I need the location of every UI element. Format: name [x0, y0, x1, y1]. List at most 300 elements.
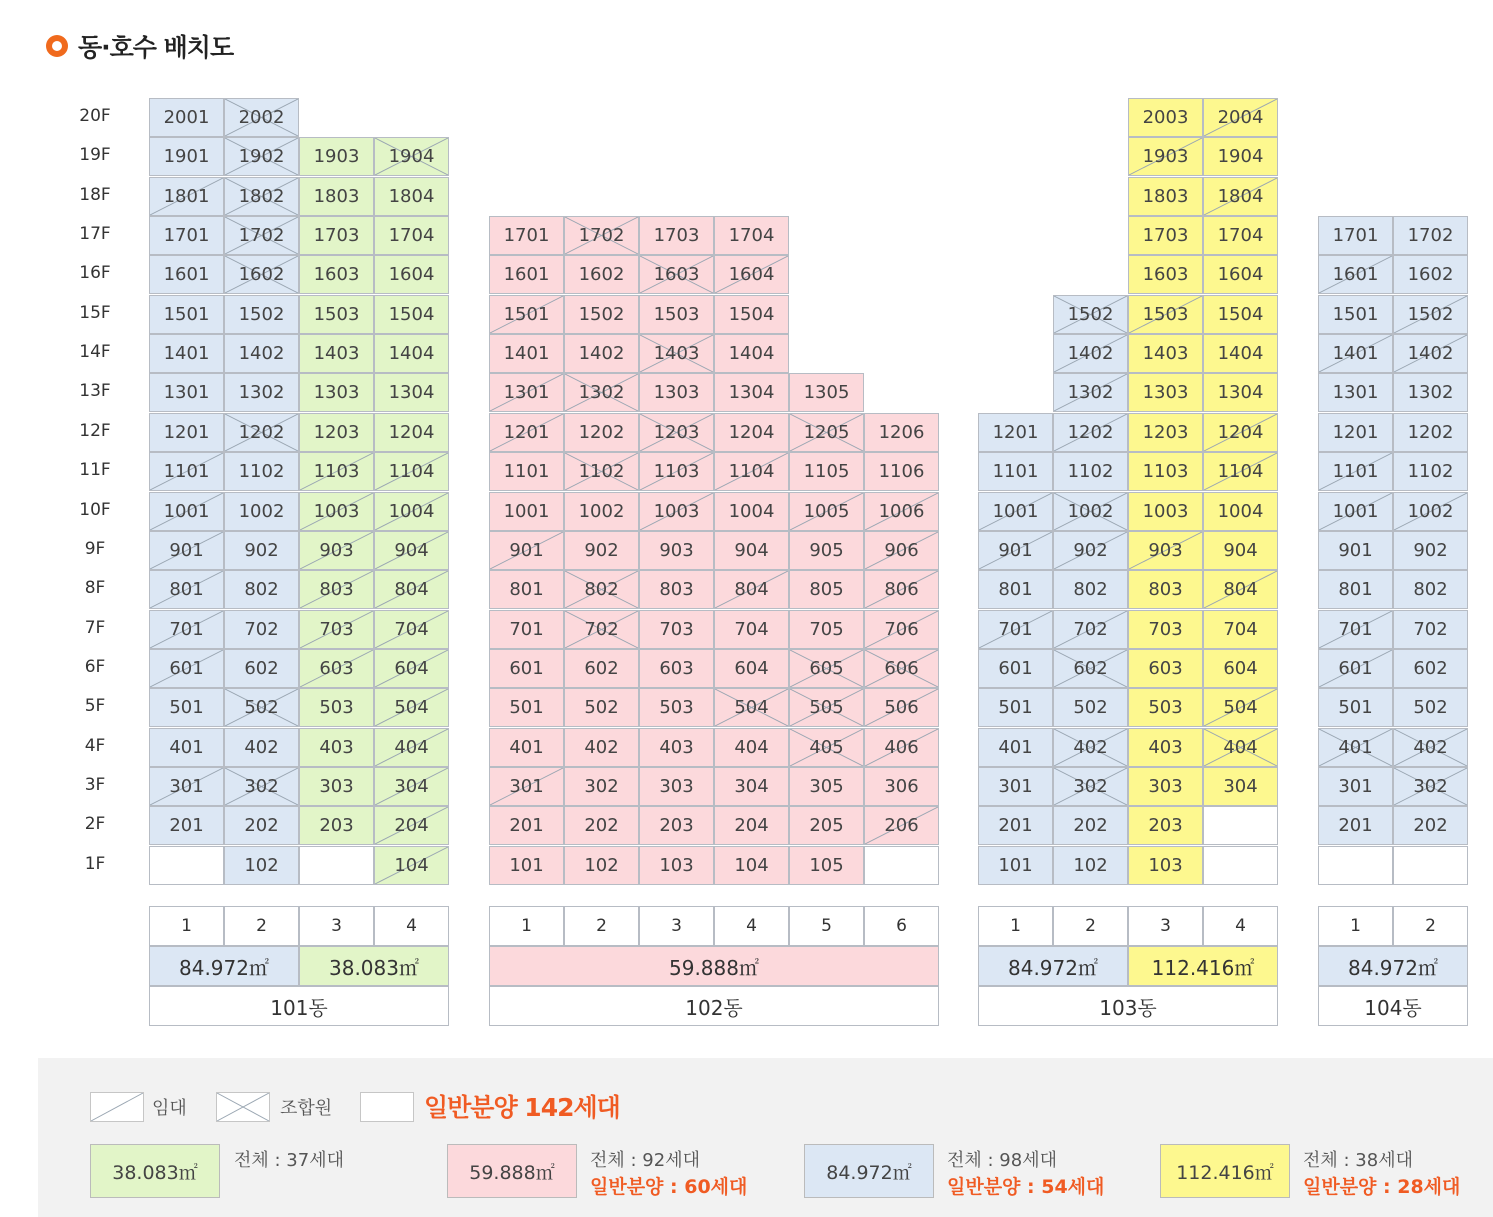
- unit-number: 1402: [238, 343, 285, 365]
- floor-label: 2F: [84, 814, 106, 835]
- unit-102동-1001[interactable]: [489, 492, 564, 531]
- unit-101동-1203[interactable]: [299, 413, 374, 452]
- unit-101동-804[interactable]: [374, 570, 449, 609]
- unit-103동-1004[interactable]: [1203, 492, 1278, 531]
- unit-102동-1604[interactable]: [714, 255, 789, 294]
- unit-102동-505[interactable]: [789, 688, 864, 727]
- unit-number: 801: [169, 579, 204, 601]
- unit-103동-404[interactable]: [1203, 728, 1278, 767]
- unit-103동-1803[interactable]: [1128, 177, 1203, 216]
- line-number-cell: 3: [1128, 906, 1203, 946]
- unit-104동-1502[interactable]: [1393, 295, 1468, 334]
- unit-104동-401[interactable]: [1318, 728, 1393, 767]
- unit-103동-202[interactable]: [1053, 806, 1128, 845]
- unit-101동-403[interactable]: [299, 728, 374, 767]
- area-size-cell: 84.972㎡: [1318, 946, 1468, 986]
- unit-101동-1703[interactable]: [299, 216, 374, 255]
- unit-103동-1504[interactable]: [1203, 295, 1278, 334]
- unit-101동-1102[interactable]: [224, 452, 299, 491]
- unit-101동-1701[interactable]: [149, 216, 224, 255]
- unit-103동-703[interactable]: [1128, 610, 1203, 649]
- unit-104동-902[interactable]: [1393, 531, 1468, 570]
- unit-103동-104[interactable]: [1203, 846, 1278, 885]
- unit-101동-404[interactable]: [374, 728, 449, 767]
- unit-103동-303[interactable]: [1128, 767, 1203, 806]
- unit-103동-1604[interactable]: [1203, 255, 1278, 294]
- unit-102동-601[interactable]: [489, 649, 564, 688]
- unit-101동-304[interactable]: [374, 767, 449, 806]
- unit-101동-1902[interactable]: [224, 137, 299, 176]
- unit-102동-404[interactable]: [714, 728, 789, 767]
- unit-103동-301[interactable]: [978, 767, 1053, 806]
- unit-103동-1403[interactable]: [1128, 334, 1203, 373]
- unit-101동-904[interactable]: [374, 531, 449, 570]
- unit-103동-1603[interactable]: [1128, 255, 1203, 294]
- unit-101동-1803[interactable]: [299, 177, 374, 216]
- unit-104동-701[interactable]: [1318, 610, 1393, 649]
- unit-number: 704: [394, 618, 429, 640]
- unit-101동-1804[interactable]: [374, 177, 449, 216]
- unit-101동-1403[interactable]: [299, 334, 374, 373]
- unit-104동-1501[interactable]: [1318, 295, 1393, 334]
- unit-101동-104[interactable]: [374, 846, 449, 885]
- unit-102동-1503[interactable]: [639, 295, 714, 334]
- unit-number: 505: [809, 697, 844, 719]
- unit-102동-306[interactable]: [864, 767, 939, 806]
- unit-101동-1402[interactable]: [224, 334, 299, 373]
- unit-103동-1904[interactable]: [1203, 137, 1278, 176]
- unit-104동-101[interactable]: [1318, 846, 1393, 885]
- unit-101동-1802[interactable]: [224, 177, 299, 216]
- unit-101동-1601[interactable]: [149, 255, 224, 294]
- unit-104동-102[interactable]: [1393, 846, 1468, 885]
- unit-number: 1602: [578, 264, 625, 286]
- unit-number: 702: [584, 618, 619, 640]
- unit-102동-1303[interactable]: [639, 373, 714, 412]
- unit-102동-102[interactable]: [564, 846, 639, 885]
- unit-number: 1104: [728, 461, 775, 483]
- unit-102동-403[interactable]: [639, 728, 714, 767]
- unit-102동-1002[interactable]: [564, 492, 639, 531]
- unit-103동-803[interactable]: [1128, 570, 1203, 609]
- unit-103동-502[interactable]: [1053, 688, 1128, 727]
- unit-102동-1304[interactable]: [714, 373, 789, 412]
- unit-101동-601[interactable]: [149, 649, 224, 688]
- unit-102동-103[interactable]: [639, 846, 714, 885]
- unit-102동-602[interactable]: [564, 649, 639, 688]
- unit-101동-1503[interactable]: [299, 295, 374, 334]
- unit-102동-802[interactable]: [564, 570, 639, 609]
- unit-103동-1104[interactable]: [1203, 452, 1278, 491]
- unit-101동-1602[interactable]: [224, 255, 299, 294]
- unit-103동-1502[interactable]: [1053, 295, 1128, 334]
- unit-101동-1504[interactable]: [374, 295, 449, 334]
- unit-104동-1602[interactable]: [1393, 255, 1468, 294]
- unit-102동-1404[interactable]: [714, 334, 789, 373]
- unit-102동-1203[interactable]: [639, 413, 714, 452]
- unit-104동-201[interactable]: [1318, 806, 1393, 845]
- unit-103동-501[interactable]: [978, 688, 1053, 727]
- unit-101동-103[interactable]: [299, 846, 374, 885]
- unit-101동-803[interactable]: [299, 570, 374, 609]
- unit-104동-1301[interactable]: [1318, 373, 1393, 412]
- unit-104동-1202[interactable]: [1393, 413, 1468, 452]
- unit-102동-705[interactable]: [789, 610, 864, 649]
- unit-102동-1004[interactable]: [714, 492, 789, 531]
- unit-102동-906[interactable]: [864, 531, 939, 570]
- unit-103동-602[interactable]: [1053, 649, 1128, 688]
- unit-101동-203[interactable]: [299, 806, 374, 845]
- unit-102동-1305[interactable]: [789, 373, 864, 412]
- unit-102동-1205[interactable]: [789, 413, 864, 452]
- unit-103동-201[interactable]: [978, 806, 1053, 845]
- unit-102동-301[interactable]: [489, 767, 564, 806]
- unit-102동-105[interactable]: [789, 846, 864, 885]
- unit-number: 2004: [1217, 107, 1264, 128]
- unit-101동-201[interactable]: [149, 806, 224, 845]
- unit-104동-502[interactable]: [1393, 688, 1468, 727]
- unit-103동-1001[interactable]: [978, 492, 1053, 531]
- unit-103동-503[interactable]: [1128, 688, 1203, 727]
- unit-103동-1202[interactable]: [1053, 413, 1128, 452]
- unit-103동-804[interactable]: [1203, 570, 1278, 609]
- unit-102동-401[interactable]: [489, 728, 564, 767]
- unit-102동-1201[interactable]: [489, 413, 564, 452]
- unit-103동-701[interactable]: [978, 610, 1053, 649]
- unit-103동-2003[interactable]: [1128, 98, 1203, 137]
- unit-101동-902[interactable]: [224, 531, 299, 570]
- unit-102동-905[interactable]: [789, 531, 864, 570]
- unit-102동-1602[interactable]: [564, 255, 639, 294]
- unit-103동-1304[interactable]: [1203, 373, 1278, 412]
- unit-104동-402[interactable]: [1393, 728, 1468, 767]
- unit-102동-1101[interactable]: [489, 452, 564, 491]
- unit-101동-901[interactable]: [149, 531, 224, 570]
- unit-101동-802[interactable]: [224, 570, 299, 609]
- unit-101동-2001[interactable]: [149, 98, 224, 137]
- unit-101동-1004[interactable]: [374, 492, 449, 531]
- unit-101동-1704[interactable]: [374, 216, 449, 255]
- unit-102동-206[interactable]: [864, 806, 939, 845]
- unit-102동-702[interactable]: [564, 610, 639, 649]
- unit-101동-101[interactable]: [149, 846, 224, 885]
- unit-101동-504[interactable]: [374, 688, 449, 727]
- unit-102동-1504[interactable]: [714, 295, 789, 334]
- unit-101동-603[interactable]: [299, 649, 374, 688]
- unit-101동-1302[interactable]: [224, 373, 299, 412]
- unit-101동-1801[interactable]: [149, 177, 224, 216]
- unit-102동-1502[interactable]: [564, 295, 639, 334]
- unit-102동-1401[interactable]: [489, 334, 564, 373]
- unit-103동-401[interactable]: [978, 728, 1053, 767]
- unit-103동-103[interactable]: [1128, 846, 1203, 885]
- unit-101동-1904[interactable]: [374, 137, 449, 176]
- unit-101동-903[interactable]: [299, 531, 374, 570]
- unit-102동-304[interactable]: [714, 767, 789, 806]
- unit-102동-302[interactable]: [564, 767, 639, 806]
- unit-102동-504[interactable]: [714, 688, 789, 727]
- unit-102동-205[interactable]: [789, 806, 864, 845]
- unit-102동-801[interactable]: [489, 570, 564, 609]
- unit-102동-804[interactable]: [714, 570, 789, 609]
- unit-104동-1002[interactable]: [1393, 492, 1468, 531]
- unit-101동-1101[interactable]: [149, 452, 224, 491]
- unit-102동-406[interactable]: [864, 728, 939, 767]
- unit-104동-1401[interactable]: [1318, 334, 1393, 373]
- unit-103동-1101[interactable]: [978, 452, 1053, 491]
- unit-104동-1102[interactable]: [1393, 452, 1468, 491]
- unit-101동-204[interactable]: [374, 806, 449, 845]
- unit-102동-501[interactable]: [489, 688, 564, 727]
- unit-102동-704[interactable]: [714, 610, 789, 649]
- unit-103동-603[interactable]: [1128, 649, 1203, 688]
- unit-103동-902[interactable]: [1053, 531, 1128, 570]
- unit-102동-502[interactable]: [564, 688, 639, 727]
- unit-103동-1703[interactable]: [1128, 216, 1203, 255]
- unit-104동-1402[interactable]: [1393, 334, 1468, 373]
- unit-number: 1202: [578, 421, 625, 443]
- unit-101동-502[interactable]: [224, 688, 299, 727]
- unit-102동-1206[interactable]: [864, 413, 939, 452]
- unit-103동-1903[interactable]: [1128, 137, 1203, 176]
- unit-101동-402[interactable]: [224, 728, 299, 767]
- unit-number: 304: [734, 775, 769, 797]
- unit-104동-301[interactable]: [1318, 767, 1393, 806]
- unit-104동-1302[interactable]: [1393, 373, 1468, 412]
- unit-102동-806[interactable]: [864, 570, 939, 609]
- unit-102동-402[interactable]: [564, 728, 639, 767]
- unit-103동-704[interactable]: [1203, 610, 1278, 649]
- unit-103동-1003[interactable]: [1128, 492, 1203, 531]
- unit-103동-604[interactable]: [1203, 649, 1278, 688]
- unit-103동-901[interactable]: [978, 531, 1053, 570]
- unit-103동-1503[interactable]: [1128, 295, 1203, 334]
- unit-103동-1804[interactable]: [1203, 177, 1278, 216]
- unit-103동-1704[interactable]: [1203, 216, 1278, 255]
- unit-103동-403[interactable]: [1128, 728, 1203, 767]
- unit-104동-1702[interactable]: [1393, 216, 1468, 255]
- unit-103동-1002[interactable]: [1053, 492, 1128, 531]
- bullet-circle-icon: [46, 35, 68, 57]
- unit-102동-203[interactable]: [639, 806, 714, 845]
- unit-101동-102[interactable]: [224, 846, 299, 885]
- unit-102동-805[interactable]: [789, 570, 864, 609]
- unit-103동-204[interactable]: [1203, 806, 1278, 845]
- unit-102동-1105[interactable]: [789, 452, 864, 491]
- unit-102동-901[interactable]: [489, 531, 564, 570]
- unit-103동-903[interactable]: [1128, 531, 1203, 570]
- unit-102동-703[interactable]: [639, 610, 714, 649]
- unit-102동-605[interactable]: [789, 649, 864, 688]
- unit-102동-604[interactable]: [714, 649, 789, 688]
- unit-102동-1501[interactable]: [489, 295, 564, 334]
- unit-103동-304[interactable]: [1203, 767, 1278, 806]
- unit-104동-802[interactable]: [1393, 570, 1468, 609]
- unit-101동-1303[interactable]: [299, 373, 374, 412]
- unit-101동-1501[interactable]: [149, 295, 224, 334]
- unit-103동-1404[interactable]: [1203, 334, 1278, 373]
- unit-number: 1603: [1142, 264, 1189, 286]
- unit-101동-202[interactable]: [224, 806, 299, 845]
- unit-101동-1104[interactable]: [374, 452, 449, 491]
- unit-101동-501[interactable]: [149, 688, 224, 727]
- unit-101동-1404[interactable]: [374, 334, 449, 373]
- unit-103동-101[interactable]: [978, 846, 1053, 885]
- unit-104동-1701[interactable]: [1318, 216, 1393, 255]
- unit-102동-104[interactable]: [714, 846, 789, 885]
- unit-101동-1502[interactable]: [224, 295, 299, 334]
- unit-101동-1001[interactable]: [149, 492, 224, 531]
- unit-101동-1901[interactable]: [149, 137, 224, 176]
- unit-number: 801: [998, 579, 1033, 601]
- unit-104동-1101[interactable]: [1318, 452, 1393, 491]
- unit-104동-901[interactable]: [1318, 531, 1393, 570]
- unit-101동-1202[interactable]: [224, 413, 299, 452]
- unit-101동-503[interactable]: [299, 688, 374, 727]
- unit-103동-1203[interactable]: [1128, 413, 1203, 452]
- unit-101동-801[interactable]: [149, 570, 224, 609]
- unit-104동-801[interactable]: [1318, 570, 1393, 609]
- unit-104동-1201[interactable]: [1318, 413, 1393, 452]
- unit-103동-1103[interactable]: [1128, 452, 1203, 491]
- unit-101동-2002[interactable]: [224, 98, 299, 137]
- unit-101동-1103[interactable]: [299, 452, 374, 491]
- unit-102동-506[interactable]: [864, 688, 939, 727]
- unit-102동-1003[interactable]: [639, 492, 714, 531]
- unit-102동-603[interactable]: [639, 649, 714, 688]
- unit-102동-1402[interactable]: [564, 334, 639, 373]
- unit-103동-1402[interactable]: [1053, 334, 1128, 373]
- unit-104동-202[interactable]: [1393, 806, 1468, 845]
- unit-102동-1104[interactable]: [714, 452, 789, 491]
- unit-102동-1702[interactable]: [564, 216, 639, 255]
- unit-number: 404: [734, 736, 769, 758]
- unit-102동-204[interactable]: [714, 806, 789, 845]
- unit-102동-903[interactable]: [639, 531, 714, 570]
- unit-102동-1403[interactable]: [639, 334, 714, 373]
- unit-number: 706: [884, 618, 919, 640]
- unit-101동-701[interactable]: [149, 610, 224, 649]
- unit-101동-704[interactable]: [374, 610, 449, 649]
- unit-102동-305[interactable]: [789, 767, 864, 806]
- unit-number: 501: [169, 697, 204, 719]
- unit-103동-203[interactable]: [1128, 806, 1203, 845]
- unit-number: 404: [394, 736, 429, 758]
- unit-number: 1603: [653, 264, 700, 286]
- unit-102동-101[interactable]: [489, 846, 564, 885]
- unit-101동-1204[interactable]: [374, 413, 449, 452]
- unit-102동-202[interactable]: [564, 806, 639, 845]
- general-sale-total: 일반분양 142세대: [424, 1093, 620, 1122]
- unit-101동-401[interactable]: [149, 728, 224, 767]
- unit-101동-604[interactable]: [374, 649, 449, 688]
- unit-102동-904[interactable]: [714, 531, 789, 570]
- unit-101동-302[interactable]: [224, 767, 299, 806]
- unit-102동-1005[interactable]: [789, 492, 864, 531]
- unit-103동-2004[interactable]: [1203, 98, 1278, 137]
- unit-103동-1102[interactable]: [1053, 452, 1128, 491]
- unit-101동-1903[interactable]: [299, 137, 374, 176]
- unit-103동-702[interactable]: [1053, 610, 1128, 649]
- unit-104동-702[interactable]: [1393, 610, 1468, 649]
- unit-102동-1703[interactable]: [639, 216, 714, 255]
- unit-102동-706[interactable]: [864, 610, 939, 649]
- unit-102동-606[interactable]: [864, 649, 939, 688]
- unit-103동-504[interactable]: [1203, 688, 1278, 727]
- unit-102동-1204[interactable]: [714, 413, 789, 452]
- unit-103동-1303[interactable]: [1128, 373, 1203, 412]
- unit-101동-1702[interactable]: [224, 216, 299, 255]
- unit-102동-1202[interactable]: [564, 413, 639, 452]
- unit-102동-902[interactable]: [564, 531, 639, 570]
- unit-number: 305: [809, 775, 844, 797]
- unit-103동-1201[interactable]: [978, 413, 1053, 452]
- unit-102동-201[interactable]: [489, 806, 564, 845]
- unit-102동-405[interactable]: [789, 728, 864, 767]
- unit-101동-303[interactable]: [299, 767, 374, 806]
- unit-101동-301[interactable]: [149, 767, 224, 806]
- unit-101동-1603[interactable]: [299, 255, 374, 294]
- unit-103동-904[interactable]: [1203, 531, 1278, 570]
- unit-103동-1204[interactable]: [1203, 413, 1278, 452]
- unit-103동-402[interactable]: [1053, 728, 1128, 767]
- unit-104동-1001[interactable]: [1318, 492, 1393, 531]
- unit-102동-503[interactable]: [639, 688, 714, 727]
- unit-103동-1302[interactable]: [1053, 373, 1128, 412]
- unit-101동-1002[interactable]: [224, 492, 299, 531]
- unit-104동-1601[interactable]: [1318, 255, 1393, 294]
- unit-104동-501[interactable]: [1318, 688, 1393, 727]
- unit-number: 203: [1148, 815, 1183, 837]
- unit-101동-702[interactable]: [224, 610, 299, 649]
- unit-101동-1003[interactable]: [299, 492, 374, 531]
- unit-104동-302[interactable]: [1393, 767, 1468, 806]
- unit-104동-602[interactable]: [1393, 649, 1468, 688]
- unit-103동-102[interactable]: [1053, 846, 1128, 885]
- unit-102동-1006[interactable]: [864, 492, 939, 531]
- unit-102동-1603[interactable]: [639, 255, 714, 294]
- unit-102동-701[interactable]: [489, 610, 564, 649]
- unit-101동-703[interactable]: [299, 610, 374, 649]
- unit-103동-802[interactable]: [1053, 570, 1128, 609]
- unit-number: 503: [1148, 697, 1183, 719]
- unit-102동-303[interactable]: [639, 767, 714, 806]
- unit-102동-803[interactable]: [639, 570, 714, 609]
- unit-101동-1201[interactable]: [149, 413, 224, 452]
- unit-102동-1704[interactable]: [714, 216, 789, 255]
- unit-101동-1604[interactable]: [374, 255, 449, 294]
- unit-103동-601[interactable]: [978, 649, 1053, 688]
- unit-103동-302[interactable]: [1053, 767, 1128, 806]
- unit-102동-1102[interactable]: [564, 452, 639, 491]
- unit-104동-601[interactable]: [1318, 649, 1393, 688]
- unit-102동-1302[interactable]: [564, 373, 639, 412]
- unit-102동-1106[interactable]: [864, 452, 939, 491]
- unit-number: 501: [1338, 697, 1373, 719]
- unit-102동-1103[interactable]: [639, 452, 714, 491]
- unit-102동-1701[interactable]: [489, 216, 564, 255]
- unit-101동-602[interactable]: [224, 649, 299, 688]
- unit-101동-1401[interactable]: [149, 334, 224, 373]
- unit-number: 1004: [388, 500, 435, 522]
- unit-102동-1301[interactable]: [489, 373, 564, 412]
- floor-label: 4F: [84, 735, 106, 756]
- unit-103동-801[interactable]: [978, 570, 1053, 609]
- unit-102동-106[interactable]: [864, 846, 939, 885]
- unit-102동-1601[interactable]: [489, 255, 564, 294]
- unit-101동-1301[interactable]: [149, 373, 224, 412]
- unit-101동-1304[interactable]: [374, 373, 449, 412]
